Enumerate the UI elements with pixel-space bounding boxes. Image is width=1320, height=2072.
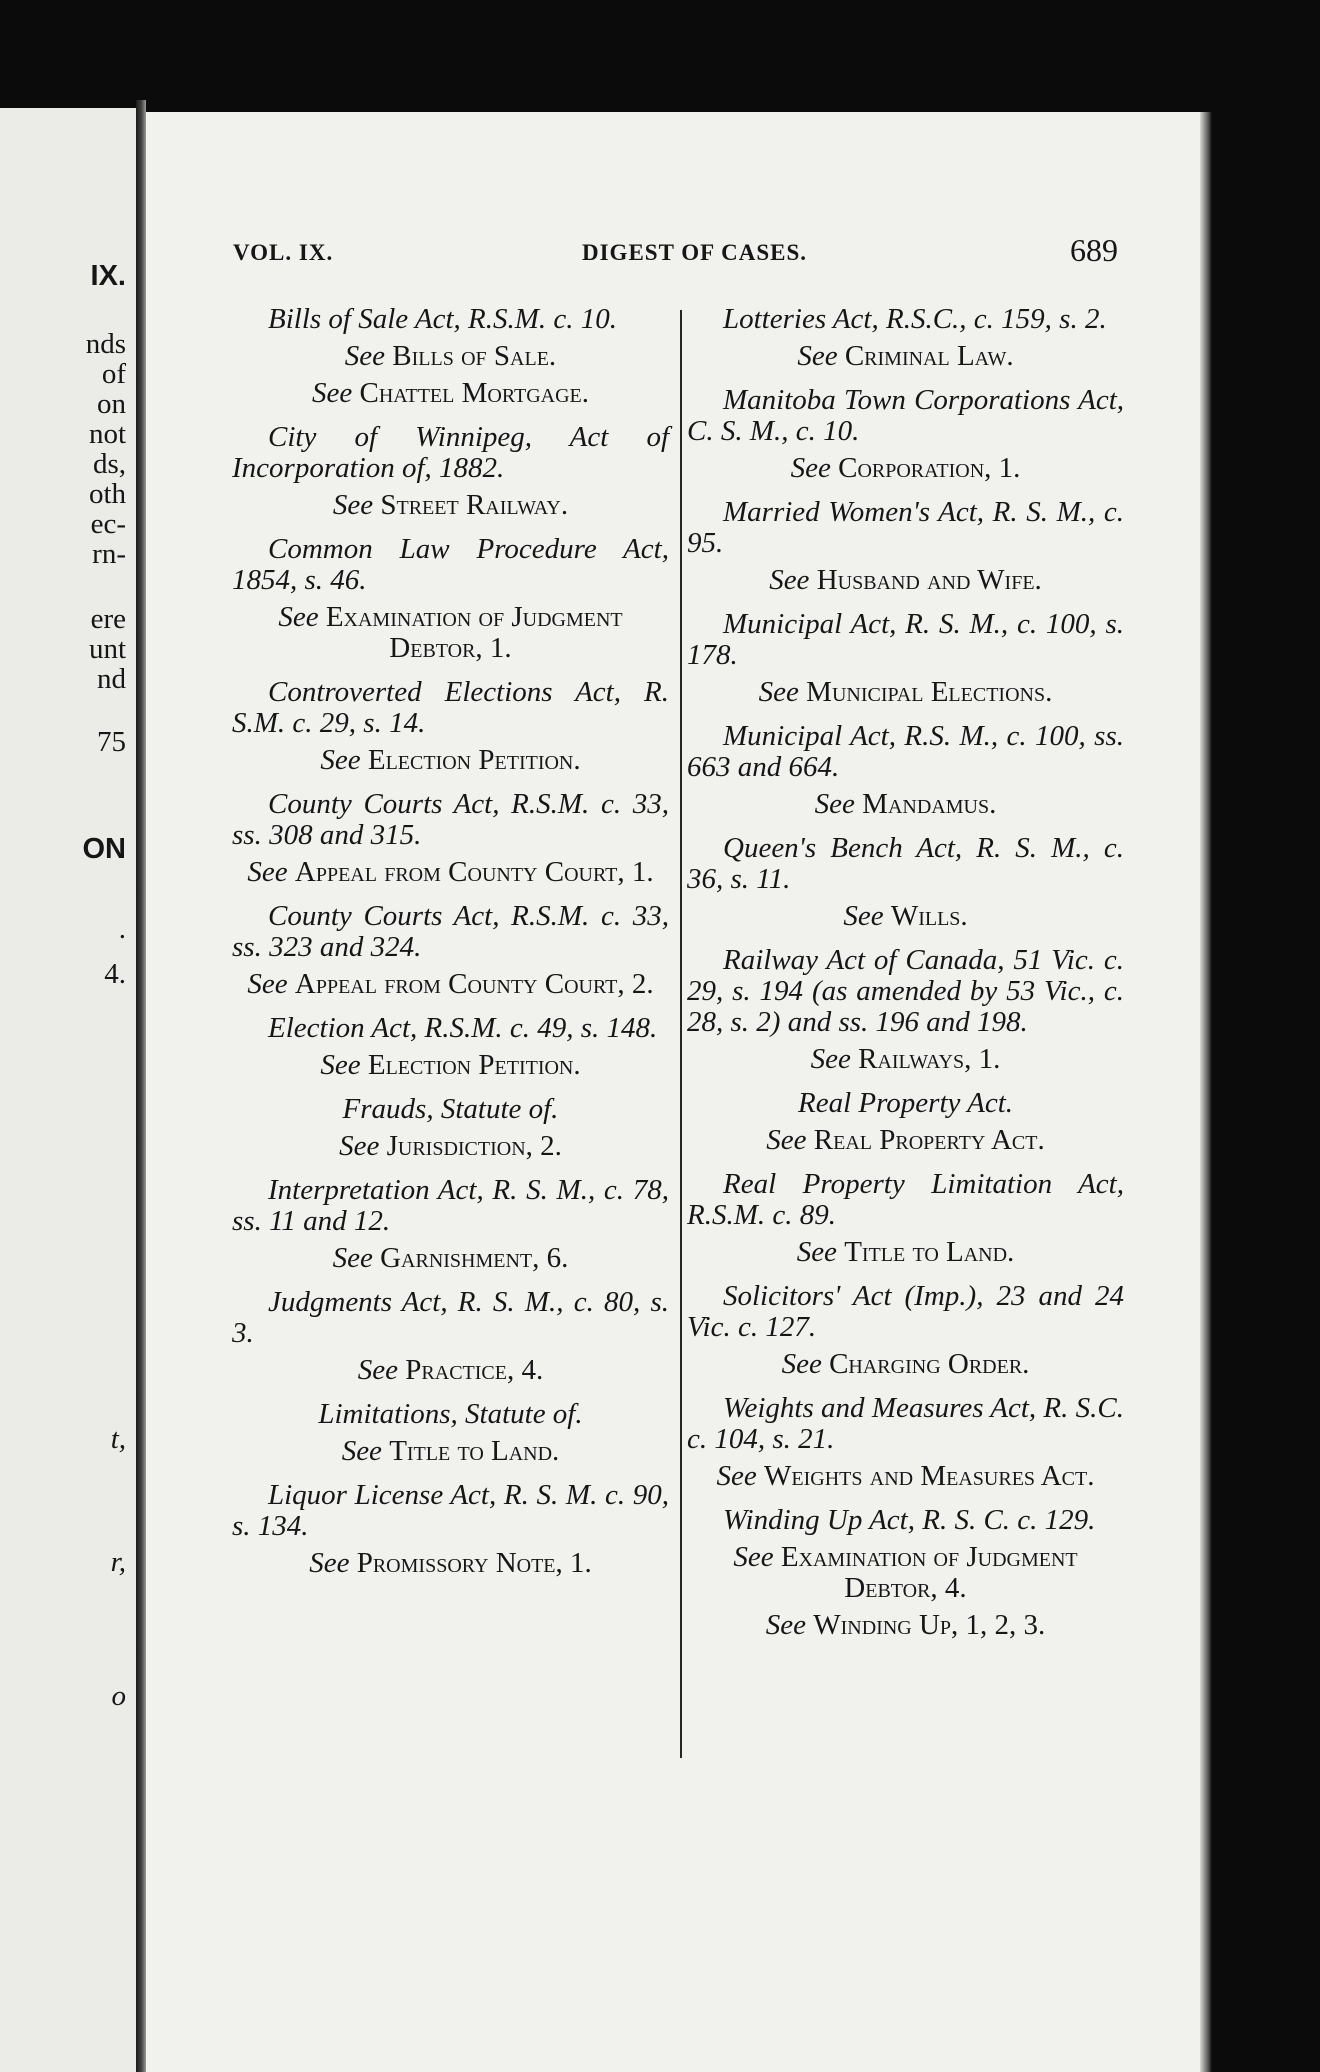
facing-page-fragment xyxy=(0,108,136,2072)
statute-title: Liquor License Act, R. S. M. c. 90, s. 134. xyxy=(232,1479,669,1542)
statute-title: County Courts Act, R.S.M. c. 33, ss. 308 and 315. xyxy=(232,788,669,851)
see-word: See xyxy=(766,1124,807,1156)
running-head-volume: VOL. IX. xyxy=(233,240,334,265)
facing-page-text-fragment: ere xyxy=(90,603,126,635)
statute-title: Married Women's Act, R. S. M., c. 95. xyxy=(687,496,1124,559)
see-word: See xyxy=(332,489,374,521)
cross-reference-target: Examination of Judgment Debtor, 4. xyxy=(780,1541,1078,1604)
index-column-left xyxy=(232,304,669,1592)
facing-page-text-fragment: not xyxy=(88,418,126,450)
see-reference xyxy=(232,378,669,409)
index-entry xyxy=(232,1480,669,1579)
facing-page-text-fragment: unt xyxy=(88,633,126,665)
statute-title: Frauds, Statute of. xyxy=(342,1093,559,1125)
cross-reference-target: Chattel Mortgage. xyxy=(359,377,589,409)
index-entry xyxy=(232,1287,669,1386)
see-reference xyxy=(687,677,1124,708)
statute-title: Winding Up Act, R. S. C. c. 129. xyxy=(723,1504,1096,1536)
see-reference xyxy=(232,602,669,664)
cross-reference-target: Bills of Sale. xyxy=(392,340,557,372)
see-word: See xyxy=(781,1348,822,1380)
cross-reference-target: Winding Up, 1, 2, 3. xyxy=(813,1609,1046,1641)
see-reference xyxy=(687,1125,1124,1156)
statute-title: Solicitors' Act (Imp.), 23 and 24 Vic. c. 127. xyxy=(687,1280,1124,1343)
statute-title: Railway Act of Canada, 51 Vic. c. 29, s. 194 (as amended by 53 Vic., c. 28, s. 2) and ss. 196 and 198. xyxy=(687,944,1124,1038)
index-entry xyxy=(687,1281,1124,1380)
cross-reference-target: Husband and Wife. xyxy=(816,564,1042,596)
index-entry xyxy=(232,901,669,1000)
cross-reference-target: Street Railway. xyxy=(380,489,569,521)
statute-title: Real Property Limitation Act, R.S.M. c. 89. xyxy=(687,1168,1124,1231)
see-word: See xyxy=(797,340,838,372)
see-word: See xyxy=(814,788,855,820)
cross-reference-target: Weights and Measures Act. xyxy=(764,1460,1095,1492)
cross-reference-target: Promissory Note, 1. xyxy=(356,1547,592,1579)
index-entry xyxy=(687,1505,1124,1641)
see-word: See xyxy=(769,564,810,596)
column-rule xyxy=(680,310,682,1758)
cross-reference-target: Garnishment, 6. xyxy=(380,1242,569,1274)
cross-reference-target: Practice, 4. xyxy=(405,1354,544,1386)
index-entry xyxy=(687,833,1124,932)
index-entry xyxy=(687,945,1124,1075)
statute-title: Weights and Measures Act, R. S.C. c. 104, s. 21. xyxy=(687,1392,1124,1455)
facing-page-text-fragment: . xyxy=(118,913,126,945)
see-reference xyxy=(687,1349,1124,1380)
facing-page-text-fragment: of xyxy=(101,358,126,390)
see-reference xyxy=(232,1131,669,1162)
facing-page-text-fragment: ec- xyxy=(90,508,126,540)
cross-reference-target: Appeal from County Court, 2. xyxy=(294,968,654,1000)
facing-page-text-fragment: ds, xyxy=(92,448,126,480)
see-reference xyxy=(687,565,1124,596)
index-entry xyxy=(687,385,1124,484)
see-word: See xyxy=(247,968,288,1000)
see-word: See xyxy=(320,1049,361,1081)
index-entry xyxy=(232,1175,669,1274)
book-gutter xyxy=(136,100,146,2072)
index-entry xyxy=(232,1094,669,1162)
index-entry xyxy=(232,677,669,776)
facing-page-text-fragment: r, xyxy=(110,1546,126,1578)
page-edge-shadow xyxy=(1200,112,1212,2072)
see-reference xyxy=(232,341,669,372)
index-column-right xyxy=(687,304,1124,1654)
index-entry xyxy=(232,422,669,521)
index-entry xyxy=(232,304,669,409)
see-reference xyxy=(687,1044,1124,1075)
see-word: See xyxy=(344,340,386,372)
cross-reference-target: Real Property Act. xyxy=(813,1124,1045,1156)
facing-page-text-fragment: oth xyxy=(88,478,126,510)
see-reference xyxy=(687,1237,1124,1268)
statute-title: Municipal Act, R.S. M., c. 100, ss. 663 and 664. xyxy=(687,720,1124,783)
see-word: See xyxy=(758,676,799,708)
see-word: See xyxy=(278,601,319,633)
statute-title: Lotteries Act, R.S.C., c. 159, s. 2. xyxy=(723,303,1107,335)
see-reference xyxy=(232,490,669,521)
cross-reference-target: Examination of Judgment Debtor, 1. xyxy=(325,601,623,664)
statute-title: Queen's Bench Act, R. S. M., c. 36, s. 11. xyxy=(687,832,1124,895)
see-reference xyxy=(232,969,669,1000)
statute-title: Controverted Elections Act, R. S.M. c. 29, s. 14. xyxy=(232,676,669,739)
see-word: See xyxy=(796,1236,837,1268)
see-word: See xyxy=(357,1354,399,1386)
cross-reference-target: Election Petition. xyxy=(367,1049,581,1081)
see-reference xyxy=(687,789,1124,820)
cross-reference-target: Jurisdiction, 2. xyxy=(386,1130,562,1162)
statute-title: Municipal Act, R. S. M., c. 100, s. 178. xyxy=(687,608,1124,671)
statute-title: Common Law Procedure Act, 1854, s. 46. xyxy=(232,533,669,596)
cross-reference-target: Wills. xyxy=(890,900,968,932)
see-word: See xyxy=(843,900,884,932)
cross-reference-target: Charging Order. xyxy=(829,1348,1030,1380)
see-word: See xyxy=(309,1547,350,1579)
facing-page-text-fragment: nds xyxy=(85,328,126,360)
see-reference xyxy=(232,857,669,888)
facing-page-text-fragment: ON xyxy=(82,833,126,865)
facing-page-text-fragment: on xyxy=(97,388,126,420)
statute-title: Interpretation Act, R. S. M., c. 78, ss. 11 and 12. xyxy=(232,1174,669,1237)
see-word: See xyxy=(332,1242,373,1274)
index-entry xyxy=(687,721,1124,820)
see-reference xyxy=(232,1050,669,1081)
facing-page-text-fragment: nd xyxy=(97,663,126,695)
statute-title: County Courts Act, R.S.M. c. 33, ss. 323 and 324. xyxy=(232,900,669,963)
facing-page-text-fragment: 4. xyxy=(104,958,126,990)
cross-reference-target: Election Petition. xyxy=(367,744,581,776)
see-word: See xyxy=(320,744,361,776)
see-reference xyxy=(232,1243,669,1274)
index-entry xyxy=(687,1088,1124,1156)
see-reference xyxy=(687,1461,1124,1492)
cross-reference-target: Railways, 1. xyxy=(858,1043,1001,1075)
index-entry xyxy=(687,609,1124,708)
see-reference xyxy=(687,341,1124,372)
see-word: See xyxy=(790,452,831,484)
index-entry xyxy=(232,789,669,888)
facing-page-text-fragment: t, xyxy=(110,1423,126,1455)
index-entry xyxy=(232,1399,669,1467)
see-word: See xyxy=(341,1435,382,1467)
see-word: See xyxy=(733,1541,774,1573)
facing-page-text-fragment: 75 xyxy=(97,726,126,758)
see-reference xyxy=(232,1436,669,1467)
statute-title: Manitoba Town Corporations Act, C. S. M., c. 10. xyxy=(687,384,1124,447)
cross-reference-target: Title to Land. xyxy=(844,1236,1015,1268)
see-word: See xyxy=(311,377,353,409)
see-word: See xyxy=(810,1043,851,1075)
see-reference xyxy=(687,901,1124,932)
see-reference xyxy=(232,1548,669,1579)
cross-reference-target: Municipal Elections. xyxy=(806,676,1053,708)
see-reference xyxy=(232,1355,669,1386)
cross-reference-target: Corporation, 1. xyxy=(838,452,1021,484)
index-entry xyxy=(687,1393,1124,1492)
see-reference xyxy=(687,1610,1124,1641)
statute-title: Limitations, Statute of. xyxy=(318,1398,583,1430)
page-number: 689 xyxy=(1070,232,1118,268)
statute-title: Bills of Sale Act, R.S.M. c. 10. xyxy=(268,303,618,335)
statute-title: Real Property Act. xyxy=(797,1087,1014,1119)
facing-page-text-fragment: IX. xyxy=(90,260,126,292)
cross-reference-target: Mandamus. xyxy=(862,788,997,820)
statute-title: City of Winnipeg, Act of Incorporation of, 1882. xyxy=(232,421,669,484)
index-entry xyxy=(232,534,669,664)
see-reference xyxy=(687,1542,1124,1604)
facing-page-text-fragment: rn- xyxy=(92,538,126,570)
see-word: See xyxy=(716,1460,757,1492)
see-reference xyxy=(687,453,1124,484)
index-entry xyxy=(687,1169,1124,1268)
running-head-title: DIGEST OF CASES. xyxy=(582,240,807,265)
see-word: See xyxy=(339,1130,380,1162)
see-reference xyxy=(232,745,669,776)
cross-reference-target: Criminal Law. xyxy=(844,340,1014,372)
see-word: See xyxy=(247,856,288,888)
facing-page-text-fragment: o xyxy=(111,1680,126,1712)
index-entry xyxy=(232,1013,669,1081)
statute-title: Election Act, R.S.M. c. 49, s. 148. xyxy=(268,1012,658,1044)
index-entry xyxy=(687,304,1124,372)
see-word: See xyxy=(765,1609,806,1641)
index-entry xyxy=(687,497,1124,596)
cross-reference-target: Title to Land. xyxy=(389,1435,560,1467)
statute-title: Judgments Act, R. S. M., c. 80, s. 3. xyxy=(232,1286,669,1349)
cross-reference-target: Appeal from County Court, 1. xyxy=(294,856,654,888)
